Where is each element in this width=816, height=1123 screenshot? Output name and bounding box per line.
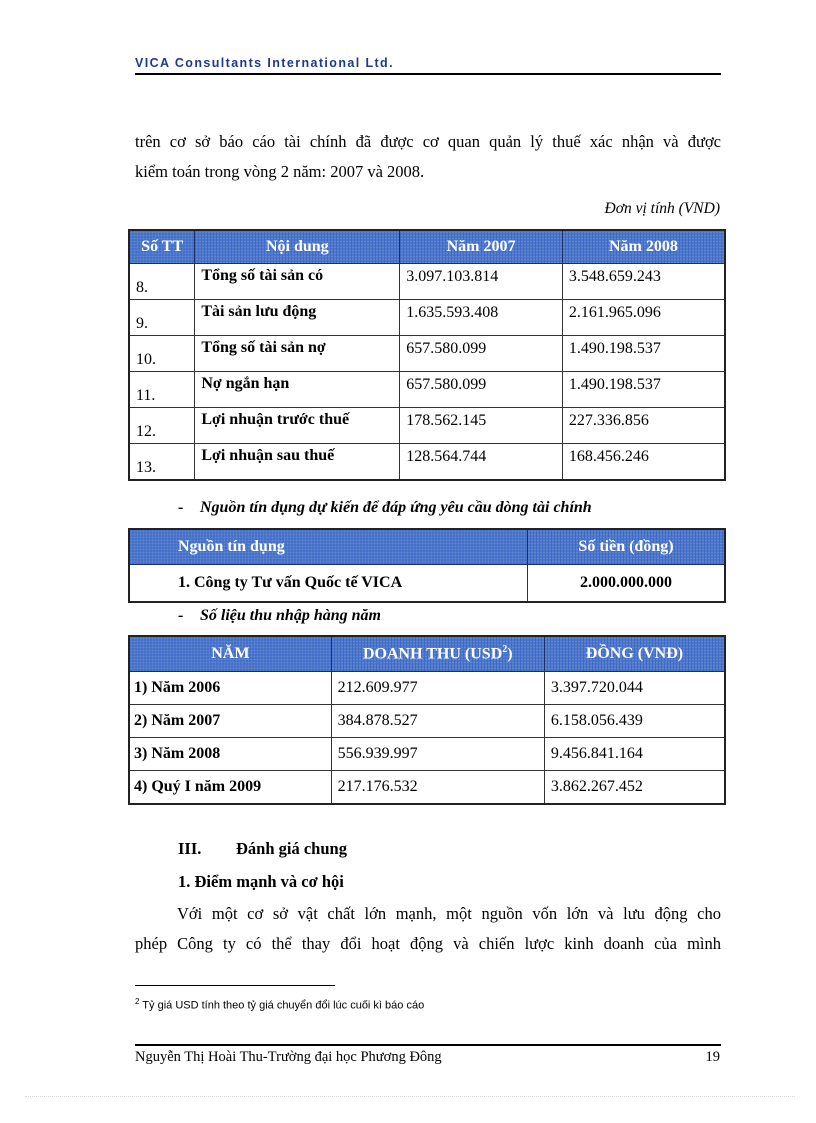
income-table (128, 635, 726, 805)
row-number: 8. (129, 264, 195, 300)
intro-line-2: kiểm toán trong vòng 2 năm: 2007 và 2008. (135, 162, 425, 181)
value-2007: 1.635.593.408 (400, 300, 563, 336)
column-header: Số tiền (đồng) (527, 529, 725, 565)
footer-author: Nguyễn Thị Hoài Thu-Trường đại học Phương Đông (135, 1049, 442, 1065)
value-2008: 2.161.965.096 (562, 300, 725, 336)
footnote-text: Tỷ giá USD tính theo tỷ giá chuyển đổi lúc cuối kì báo cáo (139, 999, 425, 1012)
body-line-1: Với một cơ sở vật chất lớn mạnh, một nguồn vốn lớn và lưu động cho (177, 904, 721, 923)
bullet-dash: - (178, 607, 184, 624)
footnote-rule (135, 985, 335, 986)
footnote (135, 997, 424, 1012)
finance-table-header (129, 230, 725, 264)
body-paragraph (135, 899, 721, 959)
table-row (129, 705, 725, 738)
row-number: 11. (129, 372, 195, 408)
table-row (129, 771, 725, 805)
table-row (129, 565, 725, 603)
header-title: VICA Consultants International Ltd. (135, 56, 394, 70)
table-row (129, 408, 725, 444)
finance-table (128, 229, 726, 481)
row-label: Lợi nhuận sau thuế (195, 444, 400, 481)
value-2007: 3.097.103.814 (400, 264, 563, 300)
credit-table-header (129, 529, 725, 565)
value-2008: 168.456.246 (562, 444, 725, 481)
section-title: Đánh giá chung (236, 839, 347, 858)
row-label: Nợ ngắn hạn (195, 372, 400, 408)
body-line-2: phép Công ty có thể thay đổi hoạt động và chiến lược kinh doanh của mình (135, 934, 721, 953)
row-number: 13. (129, 444, 195, 481)
value-2008: 1.490.198.537 (562, 336, 725, 372)
intro-line-1: trên cơ sở báo cáo tài chính đã được cơ quan quản lý thuế xác nhận và được (135, 132, 721, 151)
usd-value: 217.176.532 (331, 771, 544, 805)
column-header-text: DOANH THU (USD (362, 645, 503, 663)
table-row (129, 300, 725, 336)
vnd-value: 6.158.056.439 (544, 705, 725, 738)
row-number: 10. (129, 336, 195, 372)
bullet-dash: - (178, 499, 184, 516)
value-2007: 657.580.099 (400, 336, 563, 372)
usd-value: 556.939.997 (331, 738, 544, 771)
credit-heading (178, 499, 592, 517)
row-label: Tổng số tài sản có (195, 264, 400, 300)
credit-source: 1. Công ty Tư vấn Quốc tế VICA (129, 565, 527, 603)
row-label: 4) Quý I năm 2009 (129, 771, 331, 805)
vnd-value: 3.397.720.044 (544, 672, 725, 705)
value-2007: 657.580.099 (400, 372, 563, 408)
column-header: Số TT (129, 230, 195, 264)
header-rule (135, 73, 721, 75)
row-label: Lợi nhuận trước thuế (195, 408, 400, 444)
unit-note: Đơn vị tính (VND) (604, 200, 720, 217)
row-label: 1) Năm 2006 (129, 672, 331, 705)
column-header: ĐỒNG (VNĐ) (544, 636, 725, 672)
table-row (129, 372, 725, 408)
column-header (331, 636, 544, 672)
row-number: 12. (129, 408, 195, 444)
value-2008: 227.336.856 (562, 408, 725, 444)
row-label: 2) Năm 2007 (129, 705, 331, 738)
subsection-title: 1. Điểm mạnh và cơ hội (178, 872, 344, 891)
row-label: Tổng số tài sản nợ (195, 336, 400, 372)
value-2008: 3.548.659.243 (562, 264, 725, 300)
vnd-value: 3.862.267.452 (544, 771, 725, 805)
column-header: Năm 2007 (400, 230, 563, 264)
column-header: Năm 2008 (562, 230, 725, 264)
intro-paragraph (135, 127, 721, 187)
usd-value: 212.609.977 (331, 672, 544, 705)
usd-value: 384.878.527 (331, 705, 544, 738)
page-number: 19 (705, 1049, 720, 1065)
row-label: Tài sản lưu động (195, 300, 400, 336)
table-row (129, 264, 725, 300)
value-2007: 128.564.744 (400, 444, 563, 481)
row-number: 9. (129, 300, 195, 336)
income-heading-text: Số liệu thu nhập hàng năm (200, 607, 381, 624)
column-header-close: ) (507, 645, 513, 663)
credit-heading-text: Nguồn tín dụng dự kiến để đáp ứng yêu cầu dòng tài chính (200, 499, 592, 516)
page-bottom-edge (25, 1096, 795, 1097)
value-2007: 178.562.145 (400, 408, 563, 444)
footnote-mark: 2 (135, 997, 140, 1006)
table-row (129, 738, 725, 771)
credit-amount: 2.000.000.000 (527, 565, 725, 603)
footnote-ref: 2 (502, 644, 508, 656)
section-numeral: III. (178, 839, 202, 858)
column-header: Nội dung (195, 230, 400, 264)
income-table-header (129, 636, 725, 672)
table-row (129, 444, 725, 481)
row-label: 3) Năm 2008 (129, 738, 331, 771)
vnd-value: 9.456.841.164 (544, 738, 725, 771)
column-header: Nguồn tín dụng (129, 529, 527, 565)
column-header: NĂM (129, 636, 331, 672)
credit-table (128, 528, 726, 603)
footer-rule (135, 1044, 721, 1046)
table-row (129, 672, 725, 705)
table-row (129, 336, 725, 372)
income-heading (178, 607, 381, 625)
value-2008: 1.490.198.537 (562, 372, 725, 408)
